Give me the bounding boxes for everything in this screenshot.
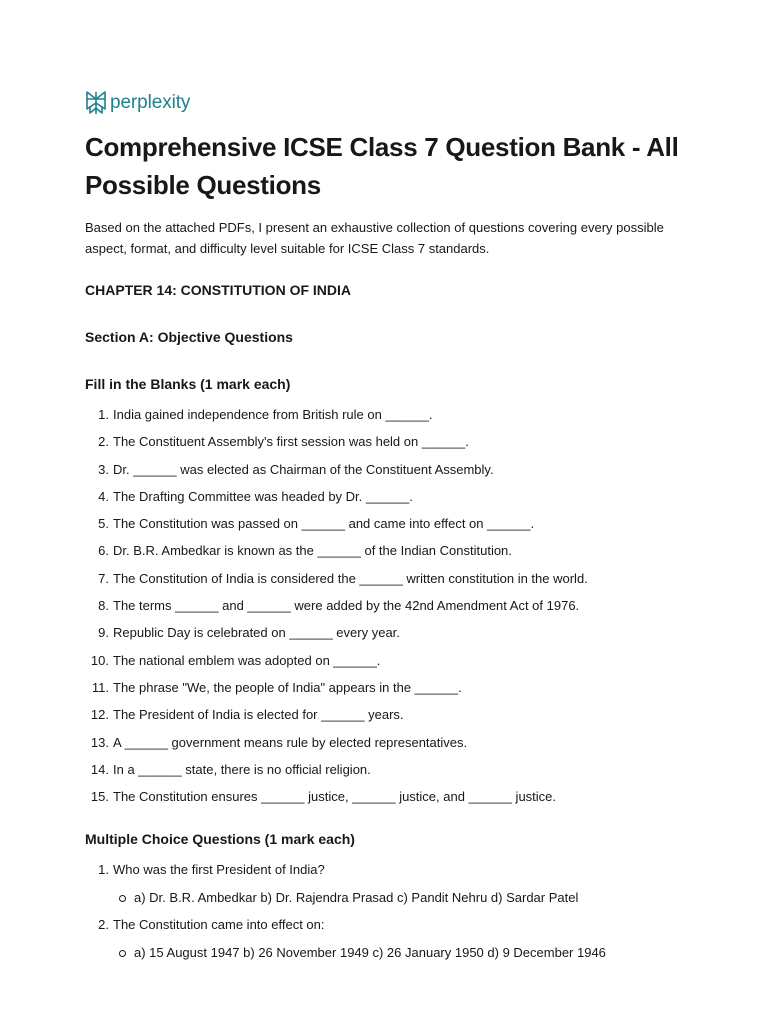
perplexity-logo (85, 88, 190, 118)
item-number: 13. (90, 734, 109, 750)
intro-paragraph: Based on the attached PDFs, I present an exhaustive collection of questions covering every possible aspect, format, and difficulty level suitable for ICSE Class 7 standards. (85, 220, 664, 256)
list-item (85, 760, 685, 787)
item-number: 3. (98, 461, 109, 477)
item-text: The Constitution ensures ______ justice, ______ justice, and ______ justice. (113, 789, 557, 805)
fill-in-blanks-list (85, 405, 685, 814)
item-number: 1. (98, 407, 109, 422)
list-item (85, 487, 685, 514)
fill-in-blanks-heading: Fill in the Blanks (1 mark each) (85, 376, 291, 392)
item-text: A ______ government means rule by elected representatives. (113, 734, 468, 750)
list-item (85, 432, 685, 459)
item-text: The national emblem was adopted on ______. (113, 652, 381, 668)
list-item (85, 733, 685, 760)
list-item (85, 569, 685, 596)
item-number: 8. (98, 598, 109, 614)
item-number: 10. (90, 652, 109, 668)
item-text: Dr. ______ was elected as Chairman of the Constituent Assembly. (113, 461, 494, 477)
question-text: The Constitution came into effect on: (113, 917, 325, 932)
list-item (85, 678, 685, 705)
mcq-question (85, 860, 705, 888)
mcq-options (85, 943, 705, 971)
list-item (85, 596, 685, 623)
item-text: Republic Day is celebrated on ______ every year. (113, 625, 400, 641)
item-number: 12. (90, 707, 109, 723)
mcq-item (85, 860, 705, 915)
item-text: In a ______ state, there is no official religion. (113, 761, 371, 777)
item-number: 15. (90, 789, 109, 805)
page-title: Comprehensive ICSE Class 7 Question Bank - All Possible Questions (85, 132, 679, 200)
item-number: 2. (98, 917, 109, 932)
list-item (85, 623, 685, 650)
item-number: 2. (98, 434, 109, 450)
list-item (85, 651, 685, 678)
item-number: 4. (98, 488, 109, 504)
mcq-options (85, 888, 705, 916)
list-item (85, 787, 685, 814)
question-text: Who was the first President of India? (113, 862, 325, 877)
options-text: a) Dr. B.R. Ambedkar b) Dr. Rajendra Prasad c) Pandit Nehru d) Sardar Patel (134, 889, 579, 905)
item-text: India gained independence from British rule on ______. (113, 407, 433, 422)
item-text: The Drafting Committee was headed by Dr. ______. (113, 488, 413, 504)
mcq-list (85, 860, 705, 970)
perplexity-logo-icon (85, 90, 107, 116)
section-heading: Section A: Objective Questions (85, 329, 293, 345)
list-item (85, 460, 685, 487)
item-text: The phrase "We, the people of India" appears in the ______. (113, 679, 462, 695)
mcq-item (85, 915, 705, 970)
circle-bullet-icon (119, 895, 126, 902)
item-number: 6. (98, 543, 109, 559)
options-text: a) 15 August 1947 b) 26 November 1949 c) 26 January 1950 d) 9 December 1946 (134, 944, 606, 960)
item-number: 11. (91, 679, 109, 695)
item-number: 9. (98, 625, 109, 641)
item-text: The Constitution was passed on ______ and came into effect on ______. (113, 516, 535, 532)
item-text: Dr. B.R. Ambedkar is known as the ______ of the Indian Constitution. (113, 543, 512, 559)
chapter-heading: CHAPTER 14: CONSTITUTION OF INDIA (85, 282, 352, 298)
item-number: 14. (90, 761, 109, 777)
item-text: The Constituent Assembly's first session was held on ______. (113, 434, 469, 450)
mcq-heading: Multiple Choice Questions (1 mark each) (85, 831, 355, 847)
list-item (85, 705, 685, 732)
item-text: The Constitution of India is considered the ______ written constitution in the world. (113, 570, 588, 586)
list-item (85, 514, 685, 541)
item-number: 1. (98, 862, 109, 877)
list-item (85, 405, 685, 432)
item-number: 5. (98, 516, 109, 532)
mcq-question (85, 915, 705, 943)
circle-bullet-icon (119, 950, 126, 957)
list-item (85, 541, 685, 568)
item-text: The terms ______ and ______ were added by the 42nd Amendment Act of 1976. (113, 598, 580, 614)
brand-name: perplexity (110, 92, 191, 113)
item-number: 7. (98, 570, 109, 586)
item-text: The President of India is elected for ______ years. (113, 707, 404, 723)
